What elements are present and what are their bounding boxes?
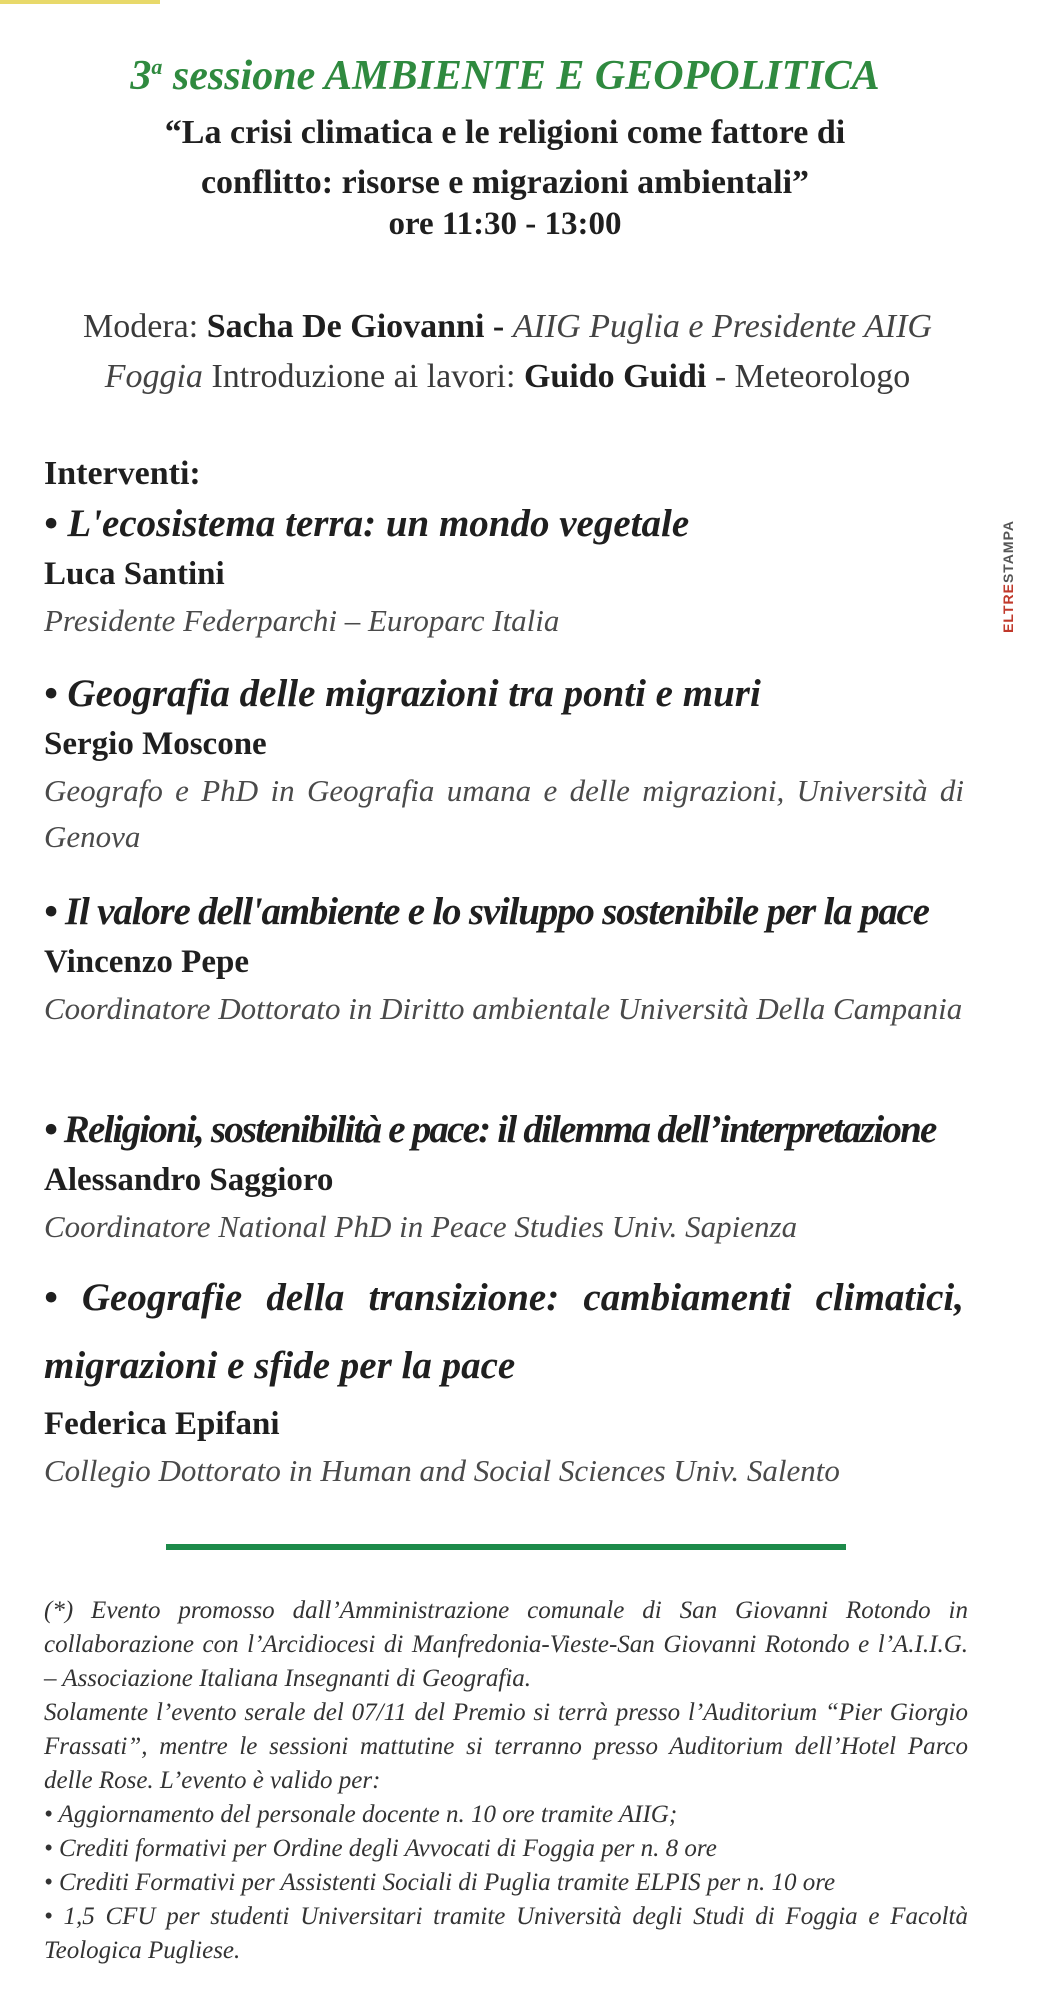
talk-item (44, 886, 964, 1032)
footnote-paragraph: Solamente l’evento serale del 07/11 del Premio si terrà presso l’Auditorium “Pier Giorgio Frassati”, mentre le sessioni mattutine si terranno presso Auditorium dell’Hotel Parco delle Rose. L’evento è valido per: (44, 1699, 968, 1794)
talk-speaker: Vincenzo Pepe (44, 944, 249, 980)
footnote-list-item: • Crediti Formativi per Assistenti Sociali di Puglia tramite ELPIS per n. 10 ore (44, 1869, 836, 1896)
subtitle-line-1: “La crisi climatica e le religioni come fattore di (164, 114, 846, 151)
intro-name: Guido Guidi (523, 358, 707, 395)
footnote-list (44, 1798, 968, 1968)
moderator-dash: - (484, 308, 513, 345)
section-divider (166, 1544, 846, 1550)
talk-role: Coordinatore National PhD in Peace Studies Univ. Sapienza (44, 1209, 798, 1244)
intro-role: - Meteorologo (706, 358, 911, 395)
footnote-list-item: • Aggiornamento del personale docente n. 10 ore tramite AIIG; (44, 1801, 678, 1828)
talk-title: • L'ecosistema terra: un mondo vegetale (44, 502, 690, 545)
talk-role: Coordinatore Dottorato in Diritto ambientale Università Della Campania (44, 991, 963, 1026)
session-name: sessione AMBIENTE E GEOPOLITICA (162, 53, 880, 99)
session-title (0, 52, 1010, 100)
printer-logo (1000, 520, 1016, 633)
talk-title: • Il valore dell'ambiente e lo sviluppo sostenibile per la pace (44, 890, 929, 933)
talk-title: • Religioni, sostenibilità e pace: il dilemma dell’interpretazione (44, 1108, 936, 1151)
talk-role: Presidente Federparchi – Europarc Italia (44, 603, 560, 638)
footnote-list-item: • 1,5 CFU per studenti Universitari tramite Università degli Studi di Foggia e Facoltà Teologica Pugliese. (44, 1903, 968, 1964)
moderator-name: Sacha De Giovanni (206, 308, 485, 345)
moderator-label: Modera: (83, 308, 207, 345)
talk-role: Collegio Dottorato in Human and Social Sciences Univ. Salento (44, 1453, 840, 1488)
talk-item (44, 668, 964, 860)
interventi-heading: Interventi: (44, 455, 201, 492)
talk-title: • Geografie della transizione: cambiamenti climatici, migrazioni e sfide per la pace (44, 1276, 964, 1387)
footnote (44, 1594, 968, 1968)
talk-speaker: Luca Santini (44, 556, 225, 592)
session-ordinal: a (151, 54, 163, 79)
intro-label: Introduzione ai lavori: (202, 358, 524, 395)
moderator-role: AIIG Puglia e Presidente AIIG Foggia (104, 308, 932, 395)
talk-role: Geografo e PhD in Geografia umana e delle migrazioni, Università di Genova (44, 773, 964, 854)
talk-item (44, 498, 964, 644)
talk-speaker: Alessandro Saggioro (44, 1162, 334, 1198)
subtitle-line-2: conflitto: risorse e migrazioni ambientali” (200, 164, 810, 201)
talk-title: • Geografia delle migrazioni tra ponti e muri (44, 672, 761, 715)
session-time: ore 11:30 - 13:00 (388, 206, 622, 242)
footnote-list-item: • Crediti formativi per Ordine degli Avvocati di Foggia per n. 8 ore (44, 1835, 717, 1862)
moderation-info (40, 302, 975, 402)
session-subtitle (0, 108, 1010, 208)
footnote-paragraph: (*) Evento promosso dall’Amministrazione comunale di San Giovanni Rotondo in collaborazione con l’Arcidiocesi di Manfredonia-Vieste-San Giovanni Rotondo e l’A.I.I.G. – Associazione Italiana Insegnanti di Geografia. (44, 1597, 968, 1692)
session-number: 3 (130, 53, 152, 99)
talk-speaker: Sergio Moscone (44, 726, 267, 762)
talk-item (44, 1264, 964, 1494)
talk-item (44, 1104, 964, 1250)
printer-logo-gray: STAMPA (1000, 520, 1016, 584)
top-accent-bar (0, 0, 160, 4)
printer-logo-red: ELTRE (1000, 583, 1016, 633)
talk-speaker: Federica Epifani (44, 1406, 280, 1442)
